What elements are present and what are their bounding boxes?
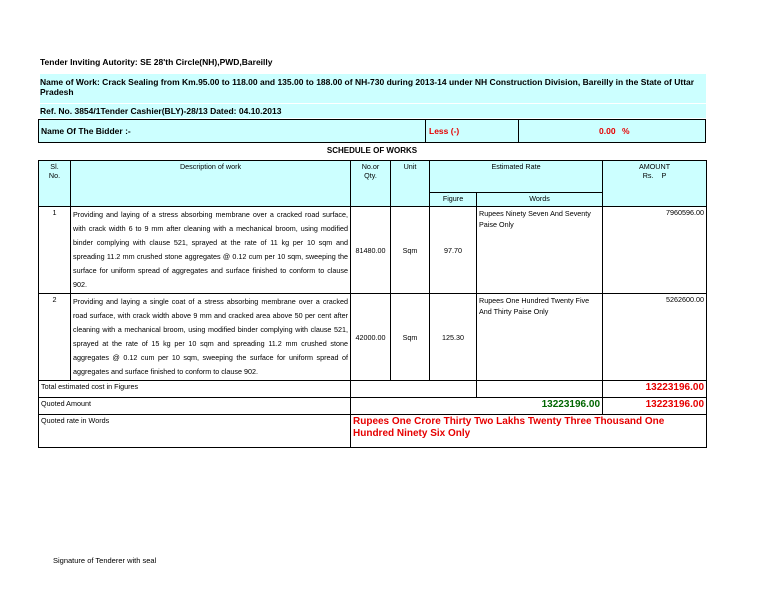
row-words: Rupees Ninety Seven And Seventy Paise Only <box>477 207 603 294</box>
row-qty: 42000.00 <box>351 294 391 381</box>
tender-authority-text: Tender Inviting Autority: SE 28'th Circle(NH),PWD,Bareilly <box>40 57 273 67</box>
name-of-work <box>40 74 706 103</box>
tender-authority <box>40 57 706 67</box>
row-amount: 5262600.00 <box>603 294 707 381</box>
signature-label: Signature of Tenderer with seal <box>53 556 157 565</box>
row-figure: 125.30 <box>430 294 477 381</box>
row-amount: 7960596.00 <box>603 207 707 294</box>
name-of-work-line2: Pradesh <box>40 87 74 97</box>
col-no-label: No. <box>48 171 61 180</box>
row-unit: Sqm <box>391 207 430 294</box>
total-spacer <box>351 381 477 398</box>
col-amount-sub <box>605 171 704 180</box>
col-sl-label: Sl. <box>50 162 59 171</box>
col-p-label: P <box>661 171 667 180</box>
col-unit: Unit <box>391 161 430 207</box>
row-words: Rupees One Hundred Twenty Five And Thirty Paise Only <box>477 294 603 381</box>
col-amount-label: AMOUNT <box>638 162 671 171</box>
quoted-value-red: 13223196.00 <box>603 398 707 415</box>
reference-number <box>40 104 706 118</box>
percent-sign: % <box>622 126 630 136</box>
reference-number-text: Ref. No. 3854/1Tender Cashier(BLY)-28/13 Dated: 04.10.2013 <box>40 106 282 116</box>
quoted-value-green: 13223196.00 <box>351 398 603 415</box>
header-row <box>39 161 707 193</box>
col-qty-label1: No.or <box>361 162 380 171</box>
quoted-words-row <box>39 415 707 448</box>
col-words: Words <box>477 193 603 207</box>
words-label: Quoted rate in Words <box>39 415 351 448</box>
schedule-title: SCHEDULE OF WORKS <box>326 146 418 155</box>
row-sl: 2 <box>39 294 71 381</box>
col-qty-label2: Qty. <box>364 171 377 180</box>
words-value: Rupees One Crore Thirty Two Lakhs Twenty Three Thousand One Hundred Ninety Six Only <box>351 415 707 448</box>
row-qty: 81480.00 <box>351 207 391 294</box>
schedule-table <box>38 160 707 448</box>
col-figure: Figure <box>430 193 477 207</box>
less-label: Less (-) <box>429 126 460 136</box>
bidder-row <box>38 119 706 143</box>
less-cell <box>425 120 519 142</box>
total-label: Total estimated cost in Figures <box>39 381 351 398</box>
total-value: 13223196.00 <box>603 381 707 398</box>
row-description: Providing and laying a single coat of a stress absorbing membrane over a cracked road surface, with crack width above 9 mm and cracked area above 50 per cent after cleaning with a mechanical broom, using modified binder complying with clause 521, sprayed at the rate of 15 kg per 10 sqm and spreading 11.2 mm crushed stone aggregates @ 0.12 cum per 10 sqm, sweeping the surface for uniform spread of aggregates and surface finished to conform to clause 902. <box>71 294 351 381</box>
col-estimated-rate: Estimated Rate <box>430 161 603 193</box>
col-amount <box>603 161 707 207</box>
row-description: Providing and laying of a stress absorbing membrane over a cracked road surface, with crack width 6 to 9 mm after cleaning with a mechanical broom, using modified binder complying with clause 521, sprayed at the rate of 11 kg per 10 sqm and spreading 11.2 mm crushed stone aggregates @ 0.12 cum per 10 sqm, sweeping the surface for uniform spread of aggregates and surface finished to conform to clause 902. <box>71 207 351 294</box>
total-row <box>39 381 707 398</box>
percent-value: 0.00 <box>599 126 616 136</box>
table-row <box>39 207 707 294</box>
total-words-spacer <box>477 381 603 398</box>
bidder-label: Name Of The Bidder :- <box>41 126 131 136</box>
quoted-label: Quoted Amount <box>39 398 351 415</box>
col-description: Description of work <box>71 161 351 207</box>
row-figure: 97.70 <box>430 207 477 294</box>
name-of-work-line1: Name of Work: Crack Sealing from Km.95.00 to 118.00 and 135.00 to 188.00 of NH-730 during 2013-14 under NH Construction Division, Bareilly in the State of Uttar <box>40 77 695 87</box>
quoted-amount-row <box>39 398 707 415</box>
col-sl <box>39 161 71 207</box>
col-rs-label: Rs. <box>642 171 654 180</box>
row-unit: Sqm <box>391 294 430 381</box>
table-row <box>39 294 707 381</box>
row-sl: 1 <box>39 207 71 294</box>
col-qty <box>351 161 391 207</box>
